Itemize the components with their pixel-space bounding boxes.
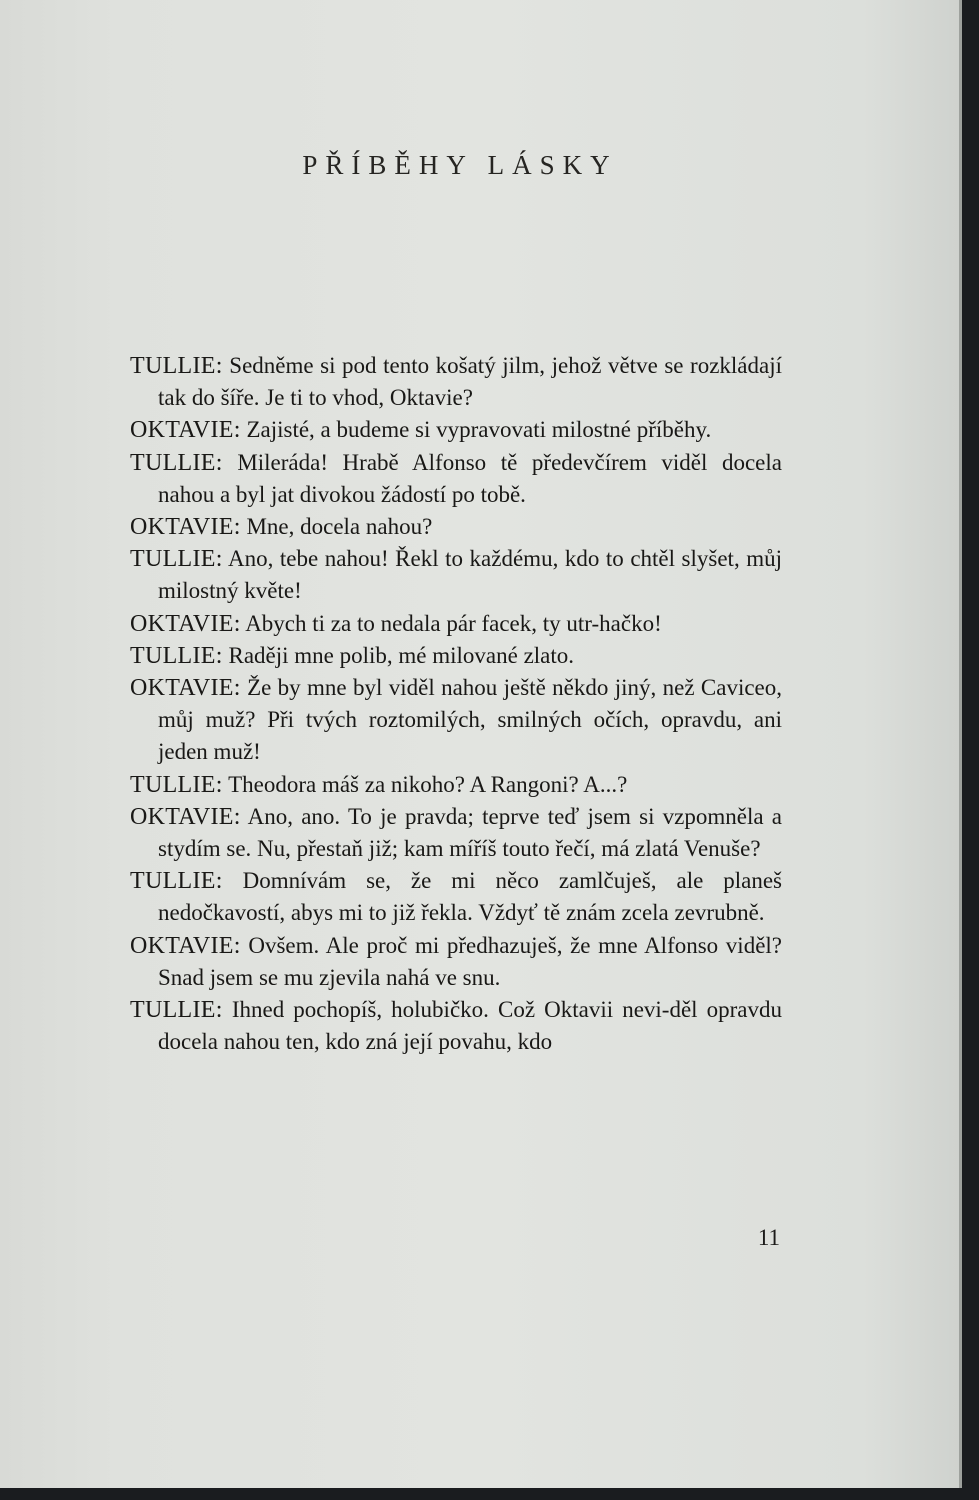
speaker-name: OKTAVIE: (130, 675, 241, 702)
speaker-name: OKTAVIE: (130, 514, 241, 541)
speech-text: Mileráda! Hrabě Alfonso tě předevčírem viděl docela nahou a byl jat divokou žádostí po tobě. (158, 449, 782, 507)
speech-text: Sedněme si pod tento košatý jilm, jehož větve se rozkládají tak do šíře. Je ti to vhod, Oktavie? (158, 353, 783, 411)
page-number: 11 (757, 1225, 780, 1250)
speech-text: Ihned pochopíš, holubičko. Což Oktavii nevi-děl opravdu docela nahou ten, kdo zná její povahu, kdo (158, 997, 783, 1055)
dialogue-turn (130, 769, 782, 801)
speech-text: Abych ti za to nedala pár facek, ty utr-hačko! (245, 610, 662, 636)
speaker-name: TULLIE: (130, 353, 223, 379)
speech-text: Theodora máš za nikoho? A Rangoni? A...? (228, 771, 628, 797)
speaker-name: TULLIE: (130, 997, 223, 1024)
dialogue-turn (130, 608, 782, 640)
speech-text: Domnívám se, že mi něco zamlčuješ, ale planeš nedočkavostí, abys mi to již řekla. Vždyť tě znám zcela zevrubně. (158, 868, 782, 926)
dialogue-turn (130, 994, 782, 1058)
speaker-name: OKTAVIE: (130, 417, 241, 444)
speaker-name: TULLIE: (130, 868, 223, 895)
speech-text: Mne, docela nahou? (246, 514, 433, 540)
speaker-name: TULLIE: (130, 771, 223, 798)
speech-text: Zajisté, a budeme si vypravovati milostné příběhy. (246, 417, 712, 443)
speaker-name: TULLIE: (130, 449, 223, 476)
dialogue-turn (130, 414, 782, 446)
dialogue-turn (130, 930, 782, 994)
dialogue-turn (130, 543, 782, 607)
speech-text: Ano, ano. To je pravda; teprve teď jsem si vzpomněla a stydím se. Nu, přestaň již; kam míříš touto řečí, má zlatá Venuše? (158, 803, 782, 862)
speech-text: Že by mne byl viděl nahou ještě někdo jiný, než Caviceo, můj muž? Při tvých roztomilých, smilných očích, opravdu, ani jeden muž! (158, 675, 782, 765)
dialogue-text (130, 350, 782, 1058)
dialogue-turn (130, 511, 782, 543)
dialogue-turn (130, 672, 782, 769)
dialogue-turn (130, 350, 782, 414)
dialogue-turn (130, 640, 782, 672)
speaker-name: OKTAVIE: (130, 932, 241, 959)
running-head: PŘÍBĚHY LÁSKY (302, 150, 618, 180)
speech-text: Ano, tebe nahou! Řekl to každému, kdo to chtěl slyšet, můj milostný květe! (158, 546, 783, 604)
speech-text: Ovšem. Ale proč mi předhazuješ, že mne Alfonso viděl? Snad jsem se mu zjevila nahá ve snu. (158, 932, 783, 990)
dialogue-turn (130, 865, 782, 929)
speaker-name: OKTAVIE: (130, 803, 241, 830)
dialogue-turn (130, 447, 782, 511)
speaker-name: TULLIE: (130, 642, 223, 669)
speaker-name: OKTAVIE: (130, 610, 241, 637)
speech-text: Raději mne polib, mé milované zlato. (228, 642, 575, 668)
dialogue-turn (130, 801, 782, 865)
speaker-name: TULLIE: (130, 546, 223, 573)
